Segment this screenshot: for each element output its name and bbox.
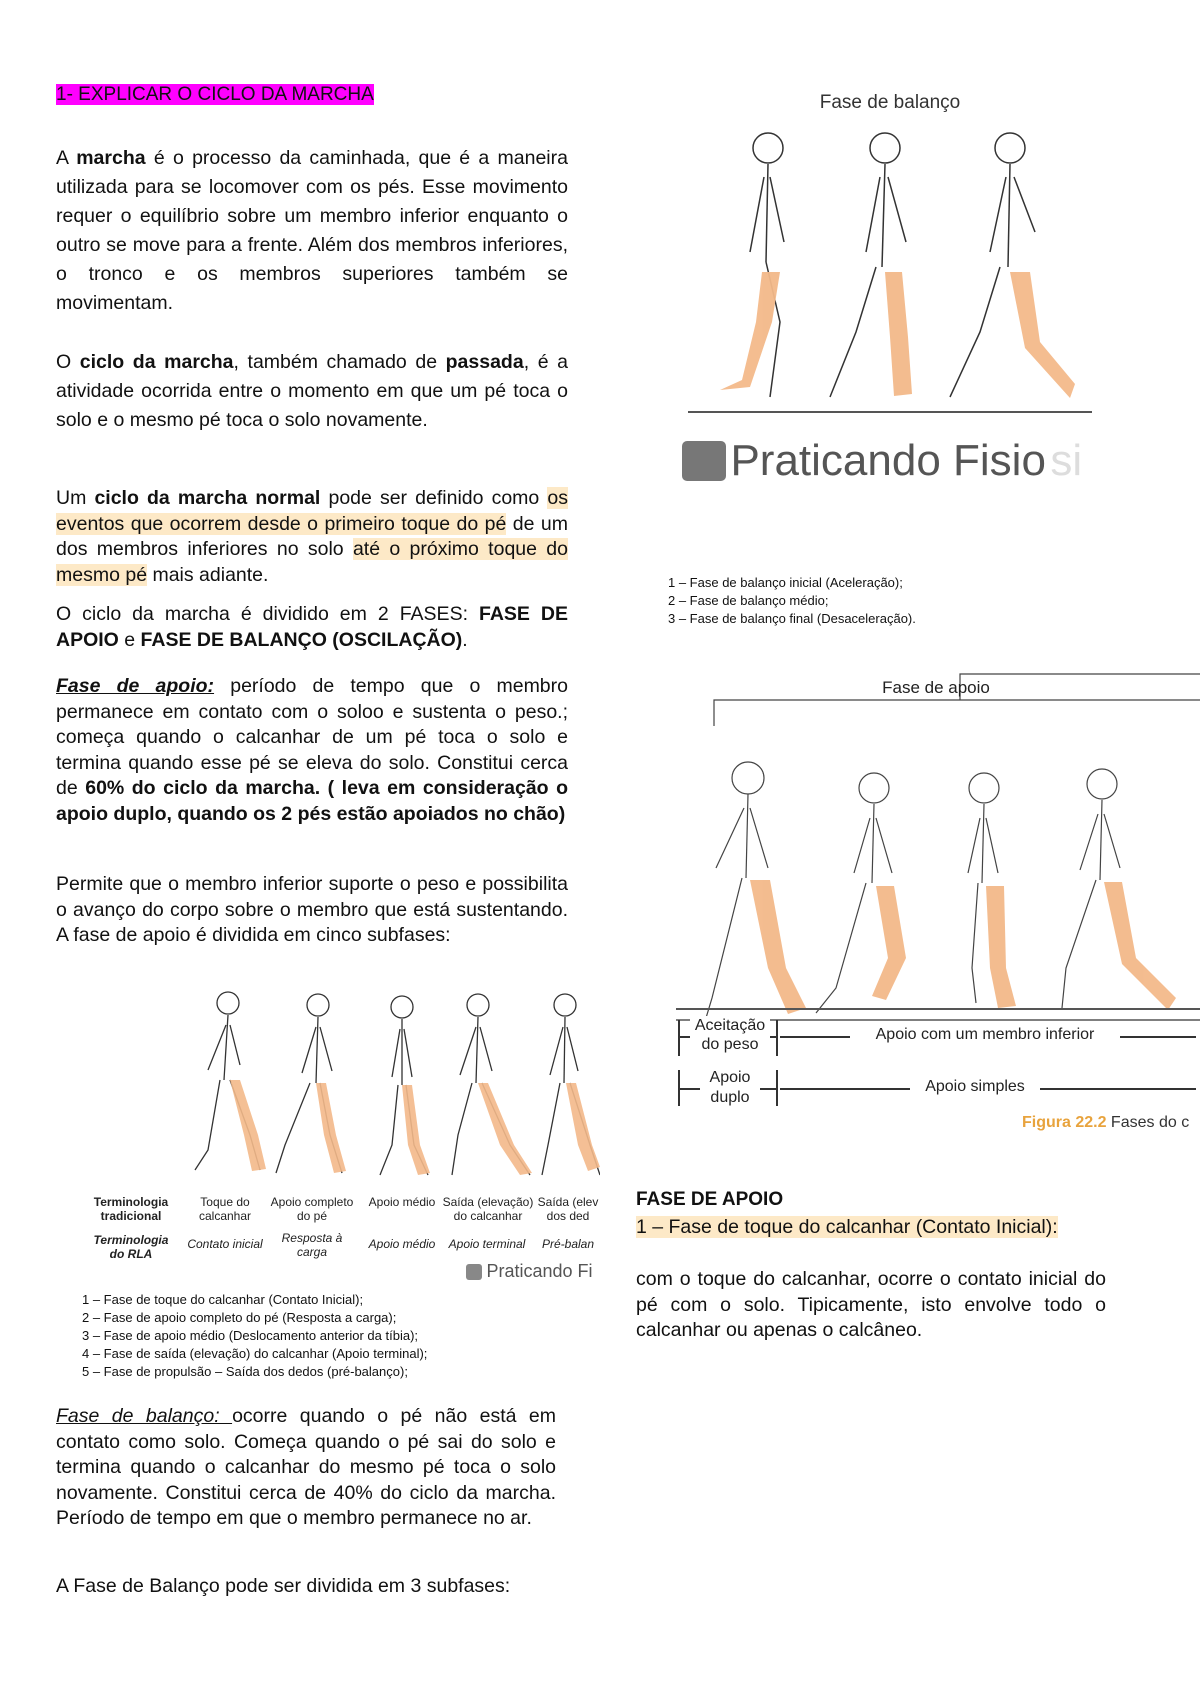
list-item: 2 – Fase de apoio completo do pé (Resposta a carga);	[82, 1310, 397, 1325]
paragraph-fases: O ciclo da marcha é dividido em 2 FASES: FASE DE APOIO e FASE DE BALANÇO (OSCILAÇÃO).	[56, 603, 568, 651]
ground-line	[676, 1008, 1200, 1010]
swing-figure-title: Fase de balanço	[819, 92, 961, 113]
paragraph-marcha: A marcha é o processo da caminhada, que é a maneira utilizada para se locomover com os pés. Esse movimento requer o equilíbrio sobre um membro inferior enquanto o outro se move para a frente. Além dos membros inferiores, o tronco e os membros superiores também se movimentam.	[56, 147, 568, 314]
paragraph-fase-apoio: Fase de apoio: período de tempo que o membro permanece em contato com o soloo e sustenta o peso.; começa quando o calcanhar de um pé toca o solo e termina quando esse pé se eleva do solo. Constitui cerca de 60% do ciclo da marcha. ( leva em consideração o apoio duplo, quando os 2 pés estão apoiados no chão)	[56, 675, 569, 825]
row-acceptance	[676, 1016, 1200, 1062]
list-item: 5 – Fase de propulsão – Saída dos dedos (pré-balanço);	[82, 1364, 408, 1379]
trad-term: Saída (elevação) do calcanhar	[442, 1195, 534, 1223]
stance-subphases-figure	[80, 985, 600, 1385]
list-item: 3 – Fase de apoio médio (Deslocamento anterior da tíbia);	[82, 1328, 419, 1343]
swing-phase-figure	[668, 88, 1150, 626]
trad-term: Toque do calcanhar	[198, 1195, 252, 1223]
swing-walking-illustration	[680, 122, 1100, 422]
phases-title: Fase de apoio	[882, 678, 990, 697]
trad-term: Apoio completo do pé	[270, 1195, 354, 1223]
trad-term: Saída (elev dos ded	[537, 1195, 599, 1223]
list-item: 3 – Fase de balanço final (Desaceleração).	[668, 611, 916, 626]
subphase-heel-strike-body: com o toque do calcanhar, ocorre o contato inicial do pé com o solo. Tipicamente, isto envolve todo o calcanhar ou apenas o calcâneo.	[636, 1268, 1106, 1341]
label-weight-acceptance: Aceitação do peso	[690, 1016, 770, 1054]
rla-term: Resposta à carga	[281, 1231, 343, 1259]
brand-logo-small: Praticando Fi	[466, 1261, 600, 1287]
row-support	[676, 1066, 1200, 1112]
section-heading-fase-apoio: FASE DE APOIO	[636, 1189, 784, 1210]
stance-subphase-list	[82, 1291, 582, 1381]
paragraph-subfases-balanco: A Fase de Balanço pode ser dividida em 3 subfases:	[56, 1575, 511, 1597]
list-item: 4 – Fase de saída (elevação) do calcanhar (Apoio terminal);	[82, 1346, 428, 1361]
trad-term: Apoio médio	[368, 1195, 436, 1209]
paragraph-permite: Permite que o membro inferior suporte o peso e possibilita o avanço do corpo sobre o membro que está sustentando. A fase de apoio é dividida em cinco subfases:	[56, 873, 568, 946]
figure-caption: Figura 22.2 Fases do c	[1022, 1114, 1190, 1131]
rla-term: Contato inicial	[187, 1237, 263, 1251]
label-single-support: Apoio simples	[910, 1078, 1040, 1096]
paragraph-ciclo: O ciclo da marcha, também chamado de passada, é a atividade ocorrida entre o momento em que um pé toca o solo e o mesmo pé toca o solo novamente.	[56, 351, 568, 431]
swing-subphase-list	[668, 574, 1088, 628]
row-label-rla: Terminologia do RLA	[93, 1233, 169, 1261]
gait-phases-diagram	[676, 668, 1200, 1138]
list-item: 2 – Fase de balanço médio;	[668, 593, 829, 608]
paragraph-fase-balanco: Fase de balanço: ocorre quando o pé não está em contato como solo. Começa quando o pé sai do solo e termina quando o calcanhar do mesmo pé toca o solo novamente. Constitui cerca de 40% do ciclo da marcha. Período de tempo em que o membro permanece no ar.	[56, 1405, 556, 1529]
rla-term: Pré-balan	[541, 1237, 595, 1251]
therapy-icon	[682, 441, 726, 481]
brand-logo: Praticando Fisio si	[682, 436, 1142, 496]
paragraph-ciclo-normal: Um ciclo da marcha normal pode ser definido como os eventos que ocorrem desde o primeiro toque do pé de um dos membros inferiores no solo até o próximo toque do mesmo pé mais adiante.	[56, 487, 568, 586]
subphase-heel-strike-title: 1 – Fase de toque do calcanhar (Contato Inicial):	[636, 1216, 1058, 1238]
label-single-limb-support: Apoio com um membro inferior	[850, 1026, 1120, 1044]
page-title: 1- EXPLICAR O CICLO DA MARCHA	[56, 84, 374, 105]
row-label-traditional: Terminologia tradicional	[93, 1195, 169, 1223]
walking-figures-illustration	[80, 985, 600, 1190]
therapy-icon	[466, 1264, 482, 1280]
label-double-support: Apoio duplo	[700, 1068, 760, 1108]
phases-bracket-and-figures	[676, 668, 1200, 1038]
rla-term: Apoio terminal	[448, 1237, 526, 1251]
list-item: 1 – Fase de balanço inicial (Aceleração);	[668, 575, 903, 590]
rla-term: Apoio médio	[368, 1237, 436, 1251]
list-item: 1 – Fase de toque do calcanhar (Contato Inicial);	[82, 1292, 364, 1307]
